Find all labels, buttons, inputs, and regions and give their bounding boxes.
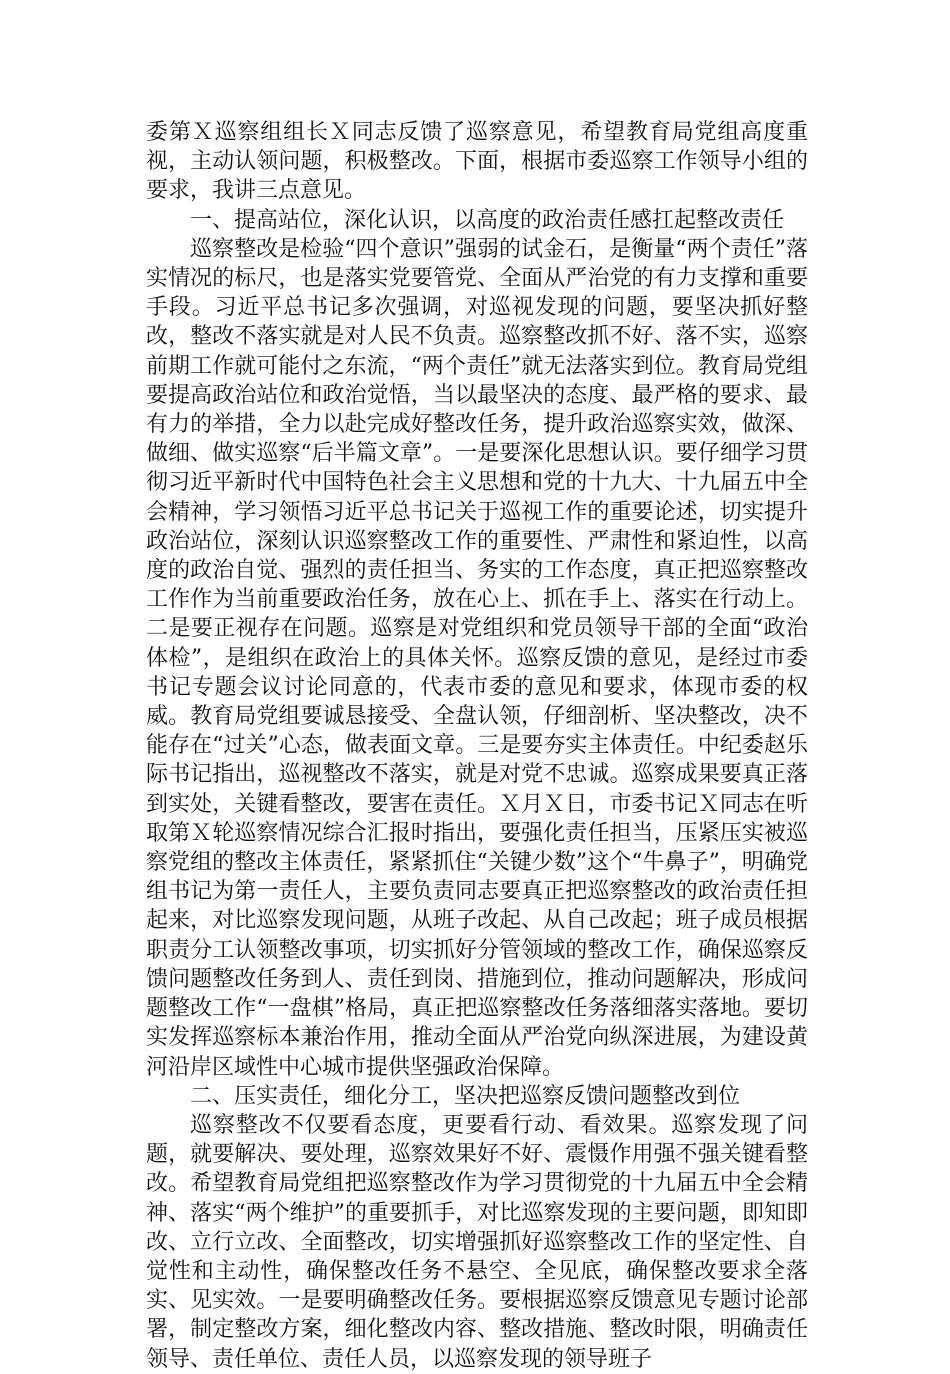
section-1-body: 巡察整改是检验“四个意识”强弱的试金石，是衡量“两个责任”落实情况的标尺，也是落实党要管党、全面从严治党的有力支撑和重要手段。习近平总书记多次强调，对巡视发现的问题，要坚决抓好整改，整改不落实就是对人民不负责。巡察整改抓不好、落不实，巡察前期工作就可能付之东流，“两个责任”就无法落实到位。教育局党组要提高政治站位和政治觉悟，当以最坚决的态度、最严格的要求、最有力的举措，全力以赴完成好整改任务，提升政治巡察实效，做深、做细、做实巡察“后半篇文章”。一是要深化思想认识。要仔细学习贯彻习近平新时代中国特色社会主义思想和党的十九大、十九届五中全会精神，学习领悟习近平总书记关于巡视工作的重要论述，切实提升政治站位，深刻认识巡察整改工作的重要性、严肃性和紧迫性，以高度的政治自觉、强烈的责任担当、务实的工作态度，真正把巡察整改工作作为当前重要政治任务，放在心上、抓在手上、落实在行动上。二是要正视存在问题。巡察是对党组织和党员领导干部的全面“政治体检”，是组织在政治上的具体关怀。巡察反馈的意见，是经过市委书记专题会议讨论同意的，代表市委的意见和要求，体现市委的权威。教育局党组要诚恳接受、全盘认领，仔细剖析、坚决整改，决不能存在“过关”心态，做表面文章。三是要夯实主体责任。中纪委赵乐际书记指出，巡视整改不落实，就是对党不忠诚。巡察成果要真正落到实处，关键看整改，要害在责任。Ｘ月Ｘ日，市委书记Ｘ同志在听取第Ｘ轮巡察情况综合汇报时指出，要强化责任担当，压紧压实被巡察党组的整改主体责任，紧紧抓住“关键少数”这个“牛鼻子”，明确党组书记为第一责任人，主要负责同志要真正把巡察整改的政治责任担起来，对比巡察发现问题，从班子改起、从自己改起；班子成员根据职责分工认领整改事项，切实抓好分管领域的整改工作，确保巡察反馈问题整改任务到人、责任到岗、措施到位，推动问题解决，形成问题整改工作“一盘棋”格局，真正把巡察整改任务落细落实落地。要切实发挥巡察标本兼治作用，推动全面从严治党向纵深进展，为建设黄河沿岸区域性中心城市提供坚强政治保障。 xyxy=(146,236,808,1080)
intro-paragraph: 委第Ｘ巡察组组长Ｘ同志反馈了巡察意见，希望教育局党组高度重视，主动认领问题，积极整改。下面，根据市委巡察工作领导小组的要求，我讲三点意见。 xyxy=(146,120,808,204)
section-2-heading: 二、压实责任，细化分工，坚决把巡察反馈问题整改到位 xyxy=(190,1083,741,1109)
section-1-heading: 一、提高站位，深化认识，以高度的政治责任感扛起整改责任 xyxy=(190,207,785,233)
section-2-body: 巡察整改不仅要看态度，更要看行动、看效果。巡察发现了问题，就要解决、要处理，巡察效果好不好、震慑作用强不强关键看整改。希望教育局党组把巡察整改作为学习贯彻党的十九届五中全会精神、落实“两个维护”的重要抓手，对比巡察发现的主要问题，即知即改、立行立改、全面整改，切实增强抓好巡察整改工作的坚定性、自觉性和主动性，确保整改任务不悬空、全见底，确保整改要求全落实、见实效。一是要明确整改任务。要根据巡察反馈意见专题讨论部署，制定整改方案，细化整改内容、整改措施、整改时限，明确责任领导、责任单位、责任人员，以巡察发现的领导班子 xyxy=(146,1112,808,1372)
document-page xyxy=(146,118,808,1374)
